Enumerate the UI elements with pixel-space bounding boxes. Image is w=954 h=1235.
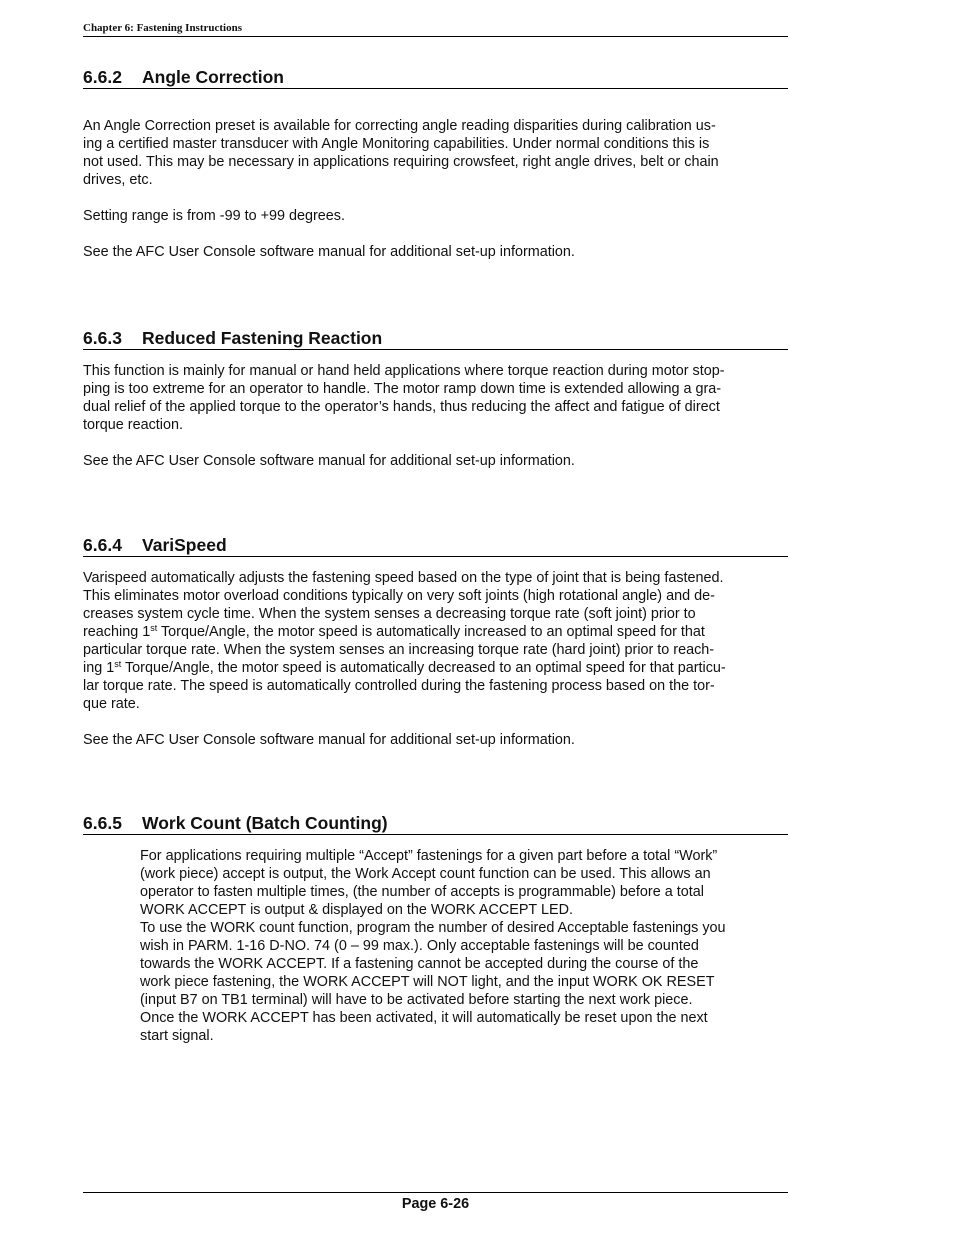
section-title: VariSpeed bbox=[142, 535, 227, 555]
text-line: particular torque rate. When the system senses an increasing torque rate (hard joint) prior to reach- bbox=[83, 642, 715, 658]
page-number: Page 6-26 bbox=[401, 1196, 470, 1212]
text-line: lar torque rate. The speed is automatically controlled during the fastening process based on the tor- bbox=[83, 678, 715, 694]
paragraph bbox=[83, 569, 788, 713]
section-title: Work Count (Batch Counting) bbox=[142, 813, 388, 833]
text-line: This eliminates motor overload conditions typically on very soft joints (high rotational angle) and de- bbox=[83, 588, 715, 604]
paragraph bbox=[83, 847, 788, 1045]
text-line: An Angle Correction preset is available for correcting angle reading disparities during calibration us- bbox=[83, 118, 716, 134]
section-varispeed bbox=[83, 535, 788, 749]
text-line: towards the WORK ACCEPT. If a fastening cannot be accepted during the course of the bbox=[140, 956, 699, 972]
text-line: creases system cycle time. When the system senses a decreasing torque rate (soft joint) prior to bbox=[83, 606, 696, 622]
paragraph: See the AFC User Console software manual for additional set-up information. bbox=[83, 453, 575, 469]
text-line: wish in PARM. 1-16 D-NO. 74 (0 – 99 max.). Only acceptable fastenings will be counted bbox=[140, 938, 699, 954]
paragraph bbox=[83, 362, 788, 434]
text-line: To use the WORK count function, program the number of desired Acceptable fastenings you bbox=[140, 920, 726, 936]
text-line: work piece fastening, the WORK ACCEPT will NOT light, and the input WORK OK RESET bbox=[140, 974, 715, 990]
text-line: Varispeed automatically adjusts the fastening speed based on the type of joint that is being fastened. bbox=[83, 570, 724, 586]
text-line: start signal. bbox=[140, 1028, 214, 1044]
text-line: not used. This may be necessary in applications requiring crowsfeet, right angle drives, belt or chain bbox=[83, 154, 719, 170]
text-line: WORK ACCEPT is output & displayed on the WORK ACCEPT LED. bbox=[140, 902, 573, 918]
paragraph: Setting range is from -99 to +99 degrees. bbox=[83, 208, 345, 224]
section-number: 6.6.5 bbox=[83, 813, 122, 833]
section-number: 6.6.3 bbox=[83, 328, 122, 348]
text-line: (input B7 on TB1 terminal) will have to be activated before starting the next work piece. bbox=[140, 992, 693, 1008]
text-line: Once the WORK ACCEPT has been activated, it will automatically be reset upon the next bbox=[140, 1010, 708, 1026]
section-title: Angle Correction bbox=[142, 67, 284, 87]
text-line: This function is mainly for manual or hand held applications where torque reaction during motor stop- bbox=[83, 363, 725, 379]
section-work-count bbox=[83, 813, 788, 1045]
text-line: Torque/Angle, the motor speed is automatically increased to an optimal speed for that bbox=[157, 624, 705, 640]
text-line: reaching 1 bbox=[83, 624, 151, 640]
text-line: drives, etc. bbox=[83, 172, 153, 188]
superscript: st bbox=[114, 659, 122, 669]
section-heading bbox=[83, 328, 788, 350]
section-title: Reduced Fastening Reaction bbox=[142, 328, 383, 348]
text-line: (work piece) accept is output, the Work Accept count function can be used. This allows an bbox=[140, 866, 711, 882]
text-line: Torque/Angle, the motor speed is automatically decreased to an optimal speed for that particu- bbox=[121, 660, 726, 676]
text-line: torque reaction. bbox=[83, 417, 183, 433]
text-line: For applications requiring multiple “Accept” fastenings for a given part before a total “Work” bbox=[140, 848, 718, 864]
text-line: ping is too extreme for an operator to handle. The motor ramp down time is extended allowing a gra- bbox=[83, 381, 722, 397]
page-footer bbox=[83, 1192, 788, 1212]
paragraph: See the AFC User Console software manual for additional set-up information. bbox=[83, 244, 575, 260]
section-angle-correction bbox=[83, 67, 788, 261]
section-number: 6.6.2 bbox=[83, 67, 122, 87]
text-line: dual relief of the applied torque to the operator’s hands, thus reducing the affect and fatigue of direct bbox=[83, 399, 720, 415]
section-heading bbox=[83, 67, 788, 89]
paragraph bbox=[83, 117, 788, 189]
text-line: que rate. bbox=[83, 696, 140, 712]
section-reduced-fastening-reaction bbox=[83, 328, 788, 470]
text-line: operator to fasten multiple times, (the number of accepts is programmable) before a total bbox=[140, 884, 704, 900]
text-line: ing a certified master transducer with Angle Monitoring capabilities. Under normal conditions this is bbox=[83, 136, 710, 152]
running-head: Chapter 6: Fastening Instructions bbox=[83, 22, 788, 37]
section-heading bbox=[83, 813, 788, 835]
text-line: ing 1 bbox=[83, 660, 115, 676]
superscript: st bbox=[150, 623, 158, 633]
section-heading bbox=[83, 535, 788, 557]
paragraph: See the AFC User Console software manual for additional set-up information. bbox=[83, 732, 575, 748]
section-number: 6.6.4 bbox=[83, 535, 122, 555]
